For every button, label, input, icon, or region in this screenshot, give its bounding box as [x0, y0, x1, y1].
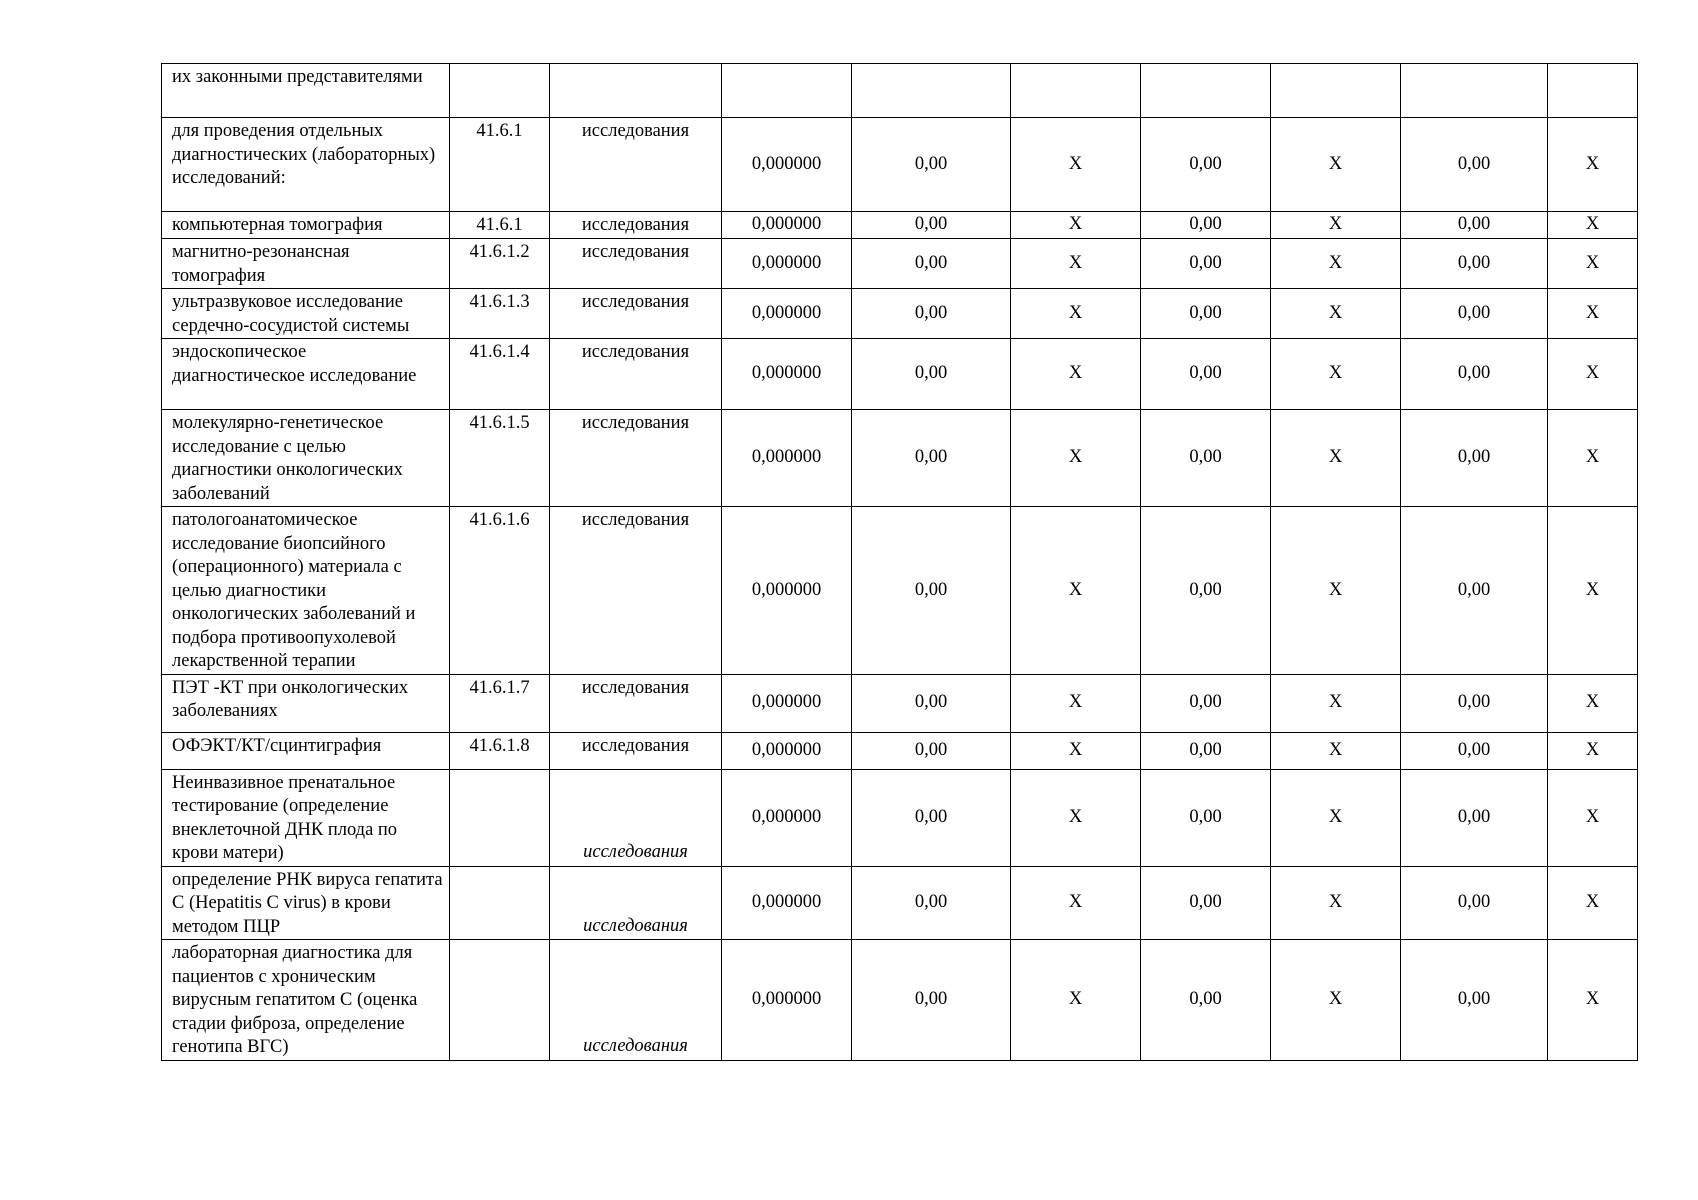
row-code-cell: [450, 769, 550, 866]
value-cell-4: 0,00: [1141, 674, 1271, 732]
value-cell-4: 0,00: [1141, 732, 1271, 769]
table-row: [162, 64, 1638, 118]
value-cell-3: X: [1011, 732, 1141, 769]
value-cell-2: 0,00: [852, 212, 1011, 239]
row-code-cell: 41.6.1: [450, 118, 550, 212]
value-cell-5: X: [1271, 940, 1401, 1061]
table-row: [162, 410, 1638, 507]
table-row: [162, 289, 1638, 339]
value-cell-4: 0,00: [1141, 118, 1271, 212]
row-unit-cell: [550, 64, 722, 118]
row-unit-cell: исследования: [550, 732, 722, 769]
table-row: [162, 940, 1638, 1061]
row-name-cell: магнитно-резонансная томография: [162, 239, 450, 289]
value-cell-1: 0,000000: [722, 732, 852, 769]
document-table: [161, 63, 1638, 1061]
value-cell-1: 0,000000: [722, 769, 852, 866]
value-cell-7: X: [1548, 507, 1638, 675]
value-cell-1: 0,000000: [722, 339, 852, 410]
table-row: [162, 212, 1638, 239]
value-cell-1: 0,000000: [722, 212, 852, 239]
value-cell-4: 0,00: [1141, 339, 1271, 410]
row-code-cell: 41.6.1.5: [450, 410, 550, 507]
table-row: [162, 507, 1638, 675]
value-cell-6: 0,00: [1401, 212, 1548, 239]
row-name-cell: ОФЭКТ/КТ/сцинтиграфия: [162, 732, 450, 769]
value-cell-7: X: [1548, 212, 1638, 239]
value-cell-6: 0,00: [1401, 866, 1548, 940]
row-unit-cell: исследования: [550, 118, 722, 212]
row-code-cell: 41.6.1.2: [450, 239, 550, 289]
value-cell-1: 0,000000: [722, 239, 852, 289]
value-cell-3: X: [1011, 410, 1141, 507]
row-unit-cell: исследования: [550, 674, 722, 732]
value-cell-2: 0,00: [852, 940, 1011, 1061]
table-row: [162, 118, 1638, 212]
table-body: [162, 64, 1638, 1061]
value-cell-7: X: [1548, 239, 1638, 289]
row-name-cell: для проведения отдельных диагностических (лабораторных) исследований:: [162, 118, 450, 212]
row-unit-cell: исследования: [550, 212, 722, 239]
row-code-cell: 41.6.1.4: [450, 339, 550, 410]
value-cell-7: X: [1548, 118, 1638, 212]
value-cell-5: X: [1271, 339, 1401, 410]
row-unit-cell: исследования: [550, 289, 722, 339]
value-cell-3: [1011, 64, 1141, 118]
value-cell-5: [1271, 64, 1401, 118]
value-cell-1: 0,000000: [722, 118, 852, 212]
row-name-cell: компьютерная томография: [162, 212, 450, 239]
value-cell-1: 0,000000: [722, 289, 852, 339]
value-cell-5: X: [1271, 866, 1401, 940]
row-code-cell: 41.6.1: [450, 212, 550, 239]
value-cell-6: 0,00: [1401, 239, 1548, 289]
value-cell-3: X: [1011, 940, 1141, 1061]
row-unit-cell: исследования: [550, 940, 722, 1061]
value-cell-6: 0,00: [1401, 118, 1548, 212]
table-row: [162, 339, 1638, 410]
row-name-cell: Неинвазивное пренатальное тестирование (определение внеклеточной ДНК плода по крови матери): [162, 769, 450, 866]
value-cell-1: 0,000000: [722, 674, 852, 732]
value-cell-7: X: [1548, 289, 1638, 339]
value-cell-5: X: [1271, 289, 1401, 339]
row-name-cell: ПЭТ -КТ при онкологических заболеваниях: [162, 674, 450, 732]
value-cell-7: X: [1548, 866, 1638, 940]
value-cell-4: 0,00: [1141, 507, 1271, 675]
value-cell-1: 0,000000: [722, 507, 852, 675]
value-cell-5: X: [1271, 507, 1401, 675]
value-cell-5: X: [1271, 769, 1401, 866]
value-cell-1: 0,000000: [722, 940, 852, 1061]
row-unit-cell: исследования: [550, 866, 722, 940]
value-cell-3: X: [1011, 239, 1141, 289]
table-row: [162, 732, 1638, 769]
value-cell-2: [852, 64, 1011, 118]
value-cell-5: X: [1271, 118, 1401, 212]
value-cell-4: [1141, 64, 1271, 118]
document-table-container: [161, 63, 1637, 1061]
row-code-cell: 41.6.1.3: [450, 289, 550, 339]
value-cell-1: [722, 64, 852, 118]
value-cell-5: X: [1271, 410, 1401, 507]
value-cell-2: 0,00: [852, 732, 1011, 769]
value-cell-2: 0,00: [852, 866, 1011, 940]
value-cell-1: 0,000000: [722, 410, 852, 507]
value-cell-5: X: [1271, 674, 1401, 732]
value-cell-7: X: [1548, 674, 1638, 732]
table-row: [162, 866, 1638, 940]
row-code-cell: [450, 64, 550, 118]
row-unit-cell: исследования: [550, 507, 722, 675]
table-row: [162, 769, 1638, 866]
value-cell-3: X: [1011, 212, 1141, 239]
row-name-cell: определение РНК вируса гепатита С (Hepatitis C virus) в крови методом ПЦР: [162, 866, 450, 940]
value-cell-2: 0,00: [852, 339, 1011, 410]
value-cell-2: 0,00: [852, 507, 1011, 675]
row-code-cell: 41.6.1.8: [450, 732, 550, 769]
value-cell-4: 0,00: [1141, 212, 1271, 239]
value-cell-6: 0,00: [1401, 732, 1548, 769]
row-unit-cell: исследования: [550, 239, 722, 289]
row-name-cell: патологоанатомическое исследование биопсийного (операционного) материала с целью диагностики онкологических заболеваний и подбора противоопухолевой лекарственной терапии: [162, 507, 450, 675]
table-row: [162, 674, 1638, 732]
value-cell-3: X: [1011, 289, 1141, 339]
value-cell-2: 0,00: [852, 239, 1011, 289]
value-cell-3: X: [1011, 866, 1141, 940]
row-unit-cell: исследования: [550, 410, 722, 507]
value-cell-3: X: [1011, 769, 1141, 866]
value-cell-6: 0,00: [1401, 940, 1548, 1061]
value-cell-3: X: [1011, 339, 1141, 410]
value-cell-7: X: [1548, 769, 1638, 866]
value-cell-7: X: [1548, 410, 1638, 507]
value-cell-3: X: [1011, 118, 1141, 212]
row-name-cell: лабораторная диагностика для пациентов с хроническим вирусным гепатитом С (оценка стадии фиброза, определение генотипа ВГС): [162, 940, 450, 1061]
value-cell-6: 0,00: [1401, 769, 1548, 866]
value-cell-4: 0,00: [1141, 940, 1271, 1061]
value-cell-6: [1401, 64, 1548, 118]
row-name-cell: ультразвуковое исследование сердечно-сосудистой системы: [162, 289, 450, 339]
value-cell-4: 0,00: [1141, 866, 1271, 940]
value-cell-6: 0,00: [1401, 507, 1548, 675]
row-unit-cell: исследования: [550, 769, 722, 866]
table-row: [162, 239, 1638, 289]
row-unit-cell: исследования: [550, 339, 722, 410]
row-code-cell: 41.6.1.7: [450, 674, 550, 732]
value-cell-4: 0,00: [1141, 769, 1271, 866]
value-cell-5: X: [1271, 732, 1401, 769]
value-cell-4: 0,00: [1141, 239, 1271, 289]
value-cell-3: X: [1011, 674, 1141, 732]
value-cell-4: 0,00: [1141, 289, 1271, 339]
row-code-cell: [450, 866, 550, 940]
value-cell-2: 0,00: [852, 674, 1011, 732]
value-cell-3: X: [1011, 507, 1141, 675]
row-code-cell: 41.6.1.6: [450, 507, 550, 675]
value-cell-6: 0,00: [1401, 674, 1548, 732]
value-cell-2: 0,00: [852, 289, 1011, 339]
value-cell-7: [1548, 64, 1638, 118]
row-name-cell: эндоскопическое диагностическое исследование: [162, 339, 450, 410]
value-cell-2: 0,00: [852, 410, 1011, 507]
value-cell-7: X: [1548, 940, 1638, 1061]
value-cell-6: 0,00: [1401, 410, 1548, 507]
value-cell-6: 0,00: [1401, 339, 1548, 410]
value-cell-5: X: [1271, 239, 1401, 289]
value-cell-7: X: [1548, 732, 1638, 769]
row-name-cell: молекулярно-генетическое исследование с целью диагностики онкологических заболеваний: [162, 410, 450, 507]
row-name-cell: их законными представителями: [162, 64, 450, 118]
row-code-cell: [450, 940, 550, 1061]
value-cell-1: 0,000000: [722, 866, 852, 940]
value-cell-2: 0,00: [852, 118, 1011, 212]
value-cell-4: 0,00: [1141, 410, 1271, 507]
value-cell-2: 0,00: [852, 769, 1011, 866]
value-cell-6: 0,00: [1401, 289, 1548, 339]
value-cell-7: X: [1548, 339, 1638, 410]
value-cell-5: X: [1271, 212, 1401, 239]
